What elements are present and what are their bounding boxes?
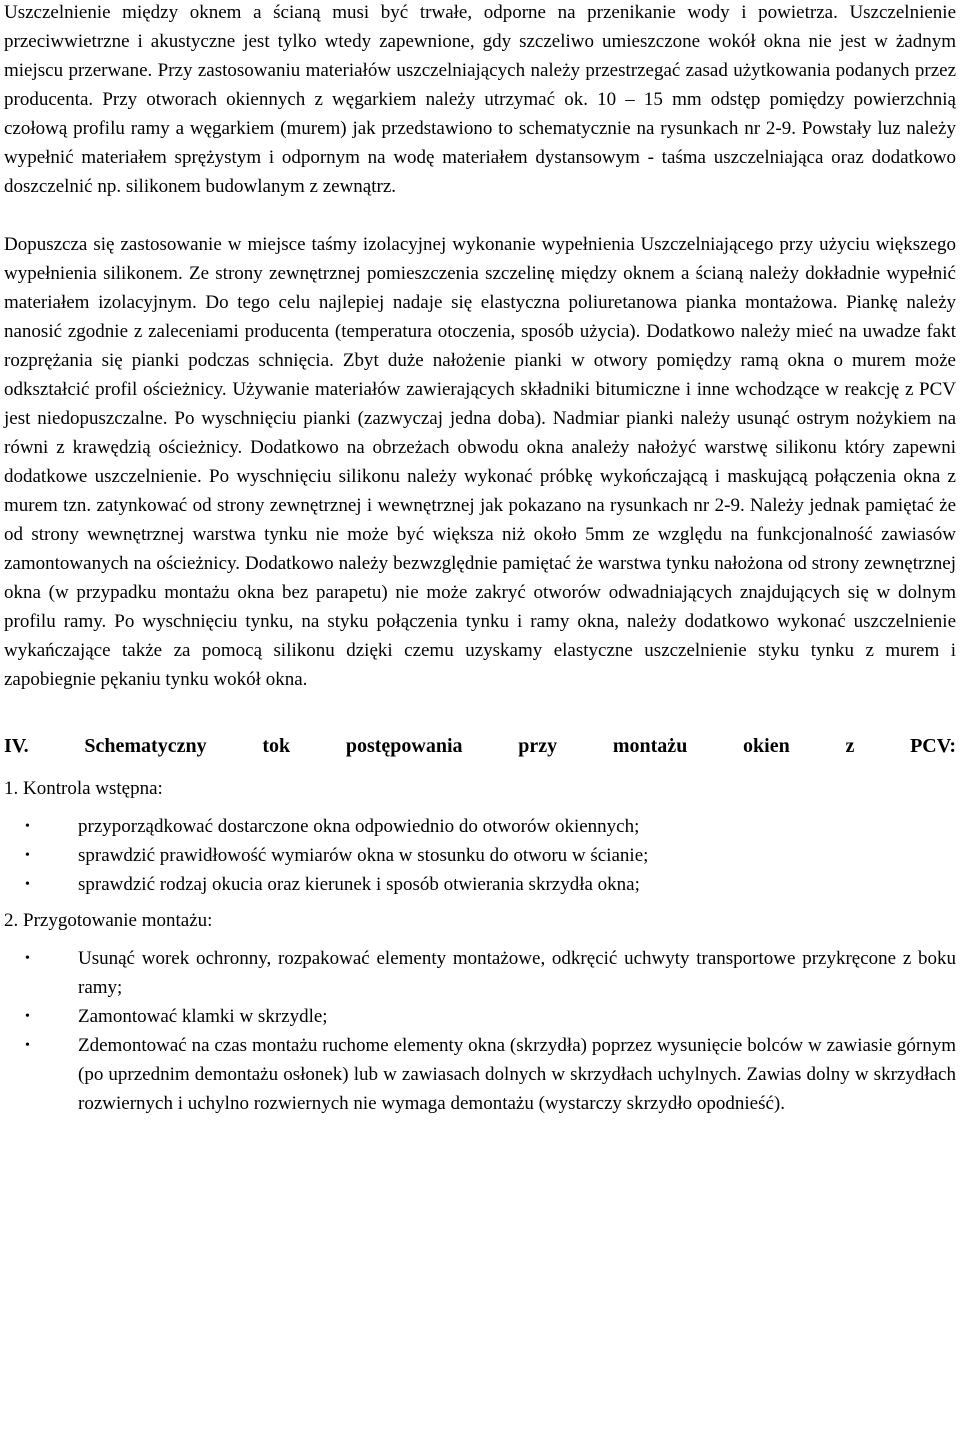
list-item: • przyporządkować dostarczone okna odpowiednio do otworów okiennych; xyxy=(4,812,956,841)
paragraph-foam-and-plaster: Dopuszcza się zastosowanie w miejsce taśmy izolacyjnej wykonanie wypełnienia Uszczelniającego przy użyciu większego wypełnienia silikonem. Ze strony zewnętrznej pomieszczenia szczelinę między oknem a ścianą należy dokładnie wypełnić materiałem izolacyjnym. Do tego celu najlepiej nadaje się elastyczna poliuretanowa pianka montażowa. Piankę należy nanosić zgodnie z zaleceniami producenta (temperatura otoczenia, sposób użycia). Dodatkowo należy mieć na uwadze fakt rozprężania się pianki podczas schnięcia. Zbyt duże nałożenie pianki w otwory pomiędzy ramą okna o murem może odkształcić profil ościeżnicy. Używanie materiałów zawierających składniki bitumiczne i inne wchodzące w reakcję z PCV jest niedopuszczalne. Po wyschnięciu pianki (zazwyczaj jedna doba). Nadmiar pianki należy usunąć ostrym nożykiem na równi z krawędzią ościeżnicy. Dodatkowo na obrzeżach obwodu okna anależy nałożyć warstwę silikonu który zapewni dodatkowe uszczelnienie. Po wyschnięciu silikonu należy wykonać próbkę wykończającą i maskującą połączenia okna z murem tzn. zatynkować od strony zewnętrznej i wewnętrznej jak pokazano na rysunkach nr 2-9. Należy jednak pamiętać że od strony wewnętrznej warstwa tynku nie może być większa niż około 5mm ze względu na funkcjonalność zawiasów zamontowanych na ościeżnicy. Dodatkowo należy bezwzględnie pamiętać że warstwa tynku nałożona od strony zewnętrznej okna (w przypadku montażu okna bez parapetu) nie może zakryć otworów odwadniających znajdujących się w dolnym profilu ramy. Po wyschnięciu tynku, na styku połączenia tynku i ramy okna, należy dodatkowo wykonać uszczelnienie wykańczające także za pomocą silikonu dzięki czemu uzyskamy elastyczne uszczelnienie styku tynku z murem i zapobiegnie pękaniu tynku wokół okna. xyxy=(4,234,956,690)
list-item: • sprawdzić rodzaj okucia oraz kierunek i sposób otwierania skrzydła okna; xyxy=(4,870,956,899)
document-page xyxy=(4,0,956,1118)
list-item: • Zdemontować na czas montażu ruchome elementy okna (skrzydła) poprzez wysunięcie bolców w zawiasie górnym (po uprzednim demontażu osłonek) lub w zawiasach dolnych w skrzydłach uchylnych. Zawias dolny w skrzydłach rozwiernych i uchylno rozwiernych nie wymaga demontażu (wystarczy skrzydło opodnieść). xyxy=(4,1031,956,1118)
paragraph-sealing-requirements: Uszczelnienie między oknem a ścianą musi być trwałe, odporne na przenikanie wody i powietrza. Uszczelnienie przeciwwietrzne i akustyczne jest tylko wtedy zapewnione, gdy szczeliwo umieszczone wokół okna nie jest w żadnym miejscu przerwane. Przy zastosowaniu materiałów uszczelniających należy przestrzegać zasad użytkowania podanych przez producenta. Przy otworach okiennych z węgarkiem należy utrzymać ok. 10 – 15 mm odstęp pomiędzy powierzchnią czołową profilu ramy a węgarkiem (murem) jak przedstawiono to schematycznie na rysunkach nr 2-9. Powstały luz należy wypełnić materiałem sprężystym i odpornym na wodę materiałem dystansowym - taśma uszczelniająca oraz dodatkowo doszczelnić np. silikonem budowlanym z zewnątrz. xyxy=(4,2,956,197)
list-item: • sprawdzić prawidłowość wymiarów okna w stosunku do otworu w ścianie; xyxy=(4,841,956,870)
list-item: • Usunąć worek ochronny, rozpakować elementy montażowe, odkręcić uchwyty transportowe przykręcone z boku ramy; xyxy=(4,944,956,1002)
section-heading: IV. Schematyczny tok postępowania przy montażu okien z PCV: xyxy=(4,735,956,757)
step-title-installation-prep: 2. Przygotowanie montażu: xyxy=(4,910,213,931)
step-list-installation-prep xyxy=(4,944,956,1118)
step-list-initial-check xyxy=(4,812,956,899)
list-item: • Zamontować klamki w skrzydle; xyxy=(4,1002,956,1031)
step-title-initial-check: 1. Kontrola wstępna: xyxy=(4,778,163,799)
